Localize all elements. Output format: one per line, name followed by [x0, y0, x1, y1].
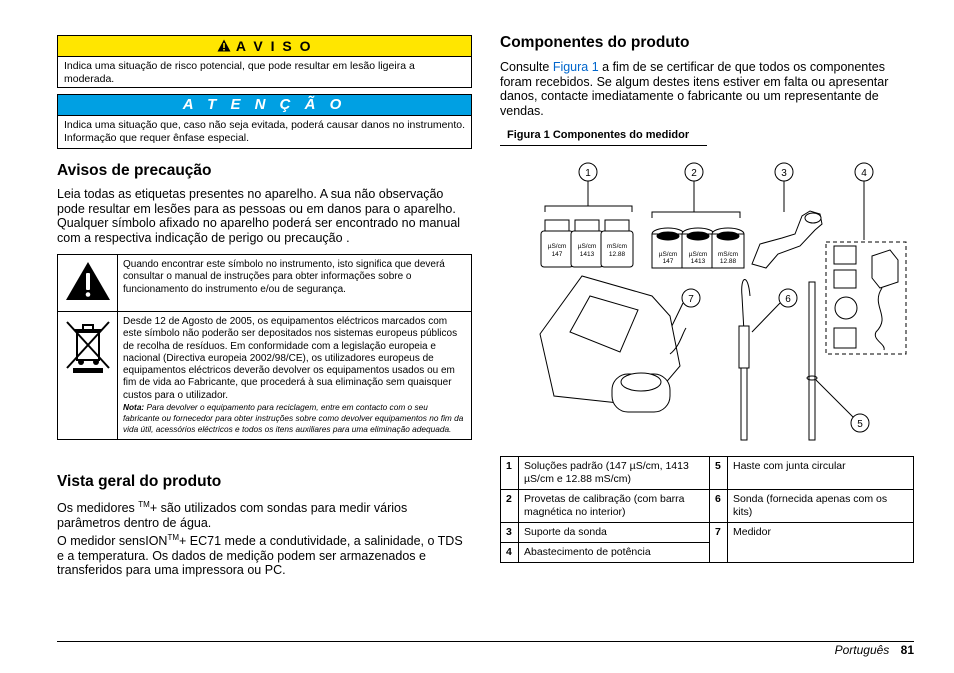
- item-label: Abastecimento de potência: [519, 543, 710, 563]
- footer: [835, 643, 914, 657]
- caution-text: Indica uma situação que, caso não seja evitada, poderá causar danos no instrumento. Informação que requer ênfase especial.: [64, 119, 466, 144]
- item-number: 4: [501, 543, 519, 563]
- svg-text:µS/cm: µS/cm: [547, 243, 567, 250]
- item-number: 2: [501, 490, 519, 523]
- svg-text:12.88: 12.88: [719, 258, 737, 265]
- note-label: Nota:: [123, 402, 145, 413]
- overview-heading: Vista geral do produto: [57, 473, 222, 490]
- svg-text:1: 1: [585, 168, 591, 179]
- symbols-table: [57, 254, 472, 440]
- warning-icon: [217, 38, 236, 54]
- components-text: [500, 60, 914, 118]
- svg-text:3: 3: [781, 168, 787, 179]
- svg-text:µS/cm: µS/cm: [658, 251, 678, 258]
- item-number: 6: [710, 490, 728, 523]
- overview-p1: [57, 498, 473, 530]
- svg-text:µS/cm: µS/cm: [577, 243, 597, 250]
- overview-p1-b: + são utilizados com sondas para medir vários parâmetros dentro de água.: [57, 501, 408, 530]
- svg-text:147: 147: [551, 251, 563, 258]
- table-row: [501, 457, 914, 490]
- warning-triangle-icon: [64, 289, 112, 306]
- callout-2: [685, 163, 703, 212]
- symbol-text: Quando encontrar este símbolo no instrumento, isto significa que deverá consultar o manual de instruções para obter informações sobre o funcionamento do instrumento e/ou de segurança.: [118, 255, 472, 312]
- conductivity-probe: [739, 279, 750, 440]
- support-rod: [807, 282, 817, 440]
- symbol-row: [58, 255, 472, 312]
- warning-text: Indica uma situação de risco potencial, que pode resultar em lesão ligeira a moderada.: [64, 60, 415, 85]
- svg-text:6: 6: [785, 294, 791, 305]
- overview-p2: [57, 531, 473, 578]
- svg-text:1413: 1413: [690, 258, 706, 265]
- caution-box: [57, 94, 472, 149]
- callout-3: [775, 163, 793, 212]
- item-label: Soluções padrão (147 µS/cm, 1413 µS/cm e 12.88 mS/cm): [519, 457, 710, 490]
- warning-title: A V I S O: [235, 38, 313, 54]
- overview-p1-a: Os medidores: [57, 501, 139, 516]
- svg-text:12.88: 12.88: [608, 251, 626, 258]
- callout-7: [668, 289, 700, 334]
- symbol-cell: [58, 312, 118, 440]
- overview-p2-a: O medidor sensION: [57, 534, 168, 549]
- item-label: Sonda (fornecida apenas com os kits): [728, 490, 914, 523]
- components-text-b: a fim de se certificar de que todos os componentes foram recebidos. Se algum destes itens estiver em falta ou apresentar danos, contacte imediatamente o fabricante ou um representante de vendas.: [500, 60, 889, 118]
- callout-6: [752, 289, 797, 332]
- meter-device: [540, 276, 686, 412]
- svg-text:µS/cm: µS/cm: [688, 251, 708, 258]
- components-figure: [520, 156, 912, 448]
- tm-mark: TM: [138, 500, 150, 509]
- svg-text:7: 7: [688, 294, 694, 305]
- caution-title: A T E N Ç Ã O: [58, 95, 471, 116]
- item-label: Haste com junta circular: [728, 457, 914, 490]
- table-row: [501, 490, 914, 523]
- item-number: 1: [501, 457, 519, 490]
- footer-language: Português: [834, 643, 890, 657]
- weee-crossed-bin-icon: [65, 361, 111, 378]
- tm-mark: TM: [167, 533, 180, 542]
- svg-text:147: 147: [662, 258, 674, 265]
- item-label: Provetas de calibração (com barra magnética no interior): [519, 490, 710, 523]
- figure-caption: Figura 1 Componentes do medidor: [507, 129, 690, 141]
- item-number: 3: [501, 523, 519, 543]
- svg-text:2: 2: [691, 168, 697, 179]
- precautions-text: Leia todas as etiquetas presentes no aparelho. A sua não observação pode resultar em lesões para as pessoas ou em danos para o aparelho. Qualquer símbolo afixado no aparelho poderá ser encontrado no manual com a respectiva indicação de perigo ou precaução .: [57, 187, 461, 245]
- note-text: Para devolver o equipamento para reciclagem, entre em contacto com o seu fabricante ou fornecedor para obter instruções sobre como devolver equipamentos no fim da vida útil, acessórios eléctricos e todos os itens auxiliares para uma eliminação adequada.: [123, 402, 464, 435]
- probe-holder: [752, 211, 822, 268]
- figure-link[interactable]: Figura 1: [552, 60, 599, 74]
- svg-text:4: 4: [861, 168, 867, 179]
- overview-p2-b: + EC71 mede a condutividade, a salinidade, o TDS e a temperatura. Os dados de medição podem ser armazenados e transferidos para uma impressora ou PC.: [57, 534, 463, 578]
- svg-text:mS/cm: mS/cm: [717, 251, 739, 258]
- warning-header: [58, 36, 471, 57]
- symbol-text-weee: [118, 312, 472, 440]
- table-row: [501, 523, 914, 543]
- item-label: Suporte da sonda: [519, 523, 710, 543]
- callout-1: [579, 163, 597, 206]
- page-number: 81: [900, 643, 914, 657]
- symbol-cell: [58, 255, 118, 312]
- figure-caption-rule: [500, 145, 707, 146]
- svg-text:1413: 1413: [579, 251, 595, 258]
- symbol-row: [58, 312, 472, 440]
- callout-4: [855, 163, 873, 240]
- components-text-a: Consulte: [500, 60, 553, 74]
- components-table: [500, 456, 914, 563]
- weee-note: [123, 402, 466, 435]
- warning-box: [57, 35, 472, 88]
- precautions-heading: Avisos de precaução: [57, 162, 212, 179]
- item-label: Medidor: [728, 523, 914, 563]
- item-number: 5: [710, 457, 728, 490]
- item-number: 7: [710, 523, 728, 563]
- weee-text: Desde 12 de Agosto de 2005, os equipamentos eléctricos marcados com este símbolo não poderão ser depositados nos sistemas europeus públicos de recolha de resíduos. Em conformidade com a legislação europeia e nacional (Directiva europeia 2002/98/CE), os utilizadores europeus de equipamentos eléctricos deverão devolver os equipamentos usados ou em fim de vida ao Fabricante, que procederá à sua eliminação sem quaisquer custos para o utilizador.: [123, 316, 458, 401]
- components-heading: Componentes do produto: [500, 34, 690, 51]
- svg-text:5: 5: [857, 419, 863, 430]
- power-supply: [826, 242, 906, 354]
- callout-5: [816, 380, 869, 432]
- footer-rule: [57, 641, 914, 642]
- svg-text:mS/cm: mS/cm: [606, 243, 628, 250]
